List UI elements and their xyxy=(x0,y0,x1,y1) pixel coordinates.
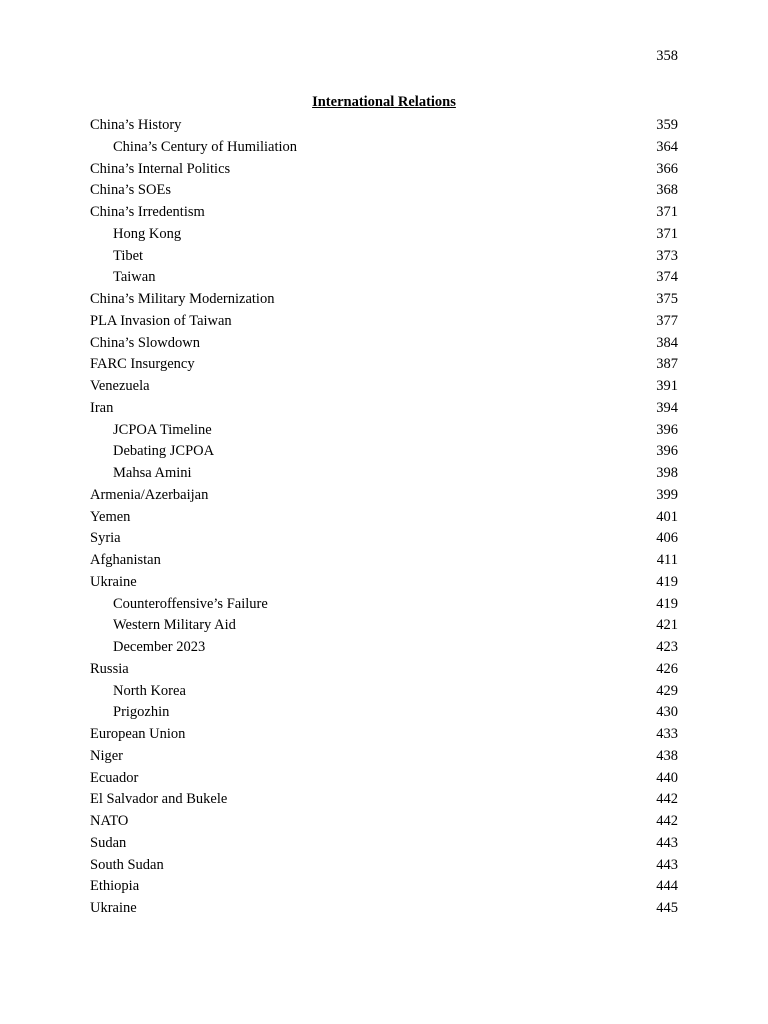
toc-entry xyxy=(90,615,678,637)
toc-entry-page: 374 xyxy=(656,269,678,286)
toc-entry-page: 430 xyxy=(656,704,678,721)
toc-entry-label: Afghanistan xyxy=(90,552,161,568)
toc-entry xyxy=(90,550,678,572)
toc-entry-page: 371 xyxy=(656,204,678,220)
toc-entry-page: 442 xyxy=(656,791,678,808)
toc-entry-label: Hong Kong xyxy=(113,225,182,242)
toc-entry-label: El Salvador and Bukele xyxy=(90,791,228,808)
toc-entry-page: 429 xyxy=(656,682,678,699)
toc-entry-label: Syria xyxy=(90,530,121,547)
toc-entry xyxy=(90,485,678,507)
toc-entry-label: Yemen xyxy=(90,508,131,525)
toc-entry-page: 364 xyxy=(656,138,678,155)
toc-entry xyxy=(90,507,678,529)
toc-entry-page: 368 xyxy=(656,182,678,199)
toc-entry-page: 444 xyxy=(656,878,678,895)
toc-entry xyxy=(90,354,678,376)
toc-entry xyxy=(90,159,678,181)
toc-entry-label: Iran xyxy=(90,399,114,416)
toc-entry xyxy=(90,246,678,268)
toc-entry-page: 443 xyxy=(656,856,678,873)
toc-entry-label: China’s Internal Politics xyxy=(90,160,231,177)
toc-entry-label: China’s SOEs xyxy=(90,182,171,199)
toc-entry-label: North Korea xyxy=(113,682,186,699)
toc-entry-label: China’s Century of Humiliation xyxy=(113,138,298,155)
toc-entry xyxy=(90,224,678,246)
table-of-contents xyxy=(90,115,678,920)
toc-entry-label: PLA Invasion of Taiwan xyxy=(90,312,232,329)
toc-entry-page: 419 xyxy=(656,595,678,612)
toc-entry xyxy=(90,115,678,137)
toc-entry-page: 419 xyxy=(656,573,678,590)
toc-entry-page: 423 xyxy=(656,639,678,655)
toc-entry xyxy=(90,833,678,855)
toc-entry-page: 366 xyxy=(656,160,678,177)
toc-entry-label: Debating JCPOA xyxy=(113,443,215,460)
toc-entry-label: December 2023 xyxy=(113,639,206,655)
toc-entry xyxy=(90,180,678,202)
toc-entry-page: 438 xyxy=(656,747,678,764)
toc-entry xyxy=(90,137,678,159)
toc-entry xyxy=(90,267,678,289)
toc-entry-page: 399 xyxy=(656,486,678,503)
toc-entry-page: 398 xyxy=(656,465,678,481)
toc-entry-page: 373 xyxy=(656,247,678,264)
toc-entry-label: Niger xyxy=(90,747,124,764)
toc-entry-label: Counteroffensive’s Failure xyxy=(113,595,268,612)
toc-entry-label: Armenia/Azerbaijan xyxy=(90,486,209,503)
toc-entry-label: South Sudan xyxy=(90,856,164,873)
toc-entry xyxy=(90,898,678,920)
toc-entry-page: 411 xyxy=(656,552,678,568)
toc-entry-page: 375 xyxy=(656,291,678,307)
toc-entry-page: 394 xyxy=(656,399,678,416)
toc-entry-page: 396 xyxy=(656,443,678,460)
toc-entry-label: Ukraine xyxy=(90,573,137,590)
section-title: International Relations xyxy=(312,94,456,110)
toc-entry-page: 377 xyxy=(656,312,678,329)
toc-entry xyxy=(90,333,678,355)
toc-entry-label: JCPOA Timeline xyxy=(113,421,212,438)
toc-entry xyxy=(90,659,678,681)
toc-entry-page: 421 xyxy=(656,617,678,634)
toc-entry xyxy=(90,398,678,420)
toc-entry xyxy=(90,876,678,898)
toc-entry-label: China’s Irredentism xyxy=(90,204,205,220)
toc-entry xyxy=(90,594,678,616)
toc-entry-label: Taiwan xyxy=(113,269,156,286)
toc-entry-label: Ethiopia xyxy=(90,878,140,895)
toc-entry xyxy=(90,528,678,550)
toc-entry-page: 384 xyxy=(656,334,678,351)
toc-entry-page: 371 xyxy=(656,225,678,242)
toc-entry-label: Sudan xyxy=(90,834,127,851)
toc-entry-label: Prigozhin xyxy=(113,704,170,721)
toc-entry xyxy=(90,463,678,485)
toc-entry xyxy=(90,811,678,833)
toc-entry-page: 426 xyxy=(656,660,678,677)
toc-entry-page: 445 xyxy=(656,900,678,916)
toc-entry xyxy=(90,572,678,594)
toc-entry xyxy=(90,311,678,333)
toc-entry-label: Russia xyxy=(90,660,129,677)
page-number: 358 xyxy=(656,48,678,64)
toc-entry-label: Ukraine xyxy=(90,900,137,916)
toc-entry xyxy=(90,768,678,790)
toc-entry-label: China’s Military Modernization xyxy=(90,291,275,307)
toc-entry xyxy=(90,789,678,811)
toc-entry-label: Ecuador xyxy=(90,769,139,786)
toc-entry-page: 401 xyxy=(656,508,678,525)
toc-entry xyxy=(90,289,678,311)
toc-entry-page: 391 xyxy=(656,378,678,394)
toc-entry xyxy=(90,746,678,768)
toc-entry-label: China’s Slowdown xyxy=(90,334,200,351)
toc-entry-page: 433 xyxy=(656,726,678,742)
toc-entry xyxy=(90,202,678,224)
toc-entry-label: Venezuela xyxy=(90,378,150,394)
toc-entry-label: Mahsa Amini xyxy=(113,465,192,481)
toc-entry-label: FARC Insurgency xyxy=(90,356,195,373)
toc-entry xyxy=(90,681,678,703)
toc-entry xyxy=(90,702,678,724)
toc-entry xyxy=(90,724,678,746)
toc-entry-page: 442 xyxy=(656,813,678,829)
toc-entry xyxy=(90,855,678,877)
toc-entry-label: Tibet xyxy=(113,247,144,264)
toc-entry xyxy=(90,637,678,659)
toc-entry xyxy=(90,441,678,463)
toc-entry-page: 387 xyxy=(656,356,678,373)
toc-entry-label: European Union xyxy=(90,726,186,742)
toc-entry-page: 359 xyxy=(656,117,678,133)
toc-entry-label: NATO xyxy=(90,813,129,829)
toc-entry-page: 443 xyxy=(656,834,678,851)
toc-entry-label: Western Military Aid xyxy=(113,617,236,634)
toc-entry-label: China’s History xyxy=(90,117,182,133)
toc-entry-page: 440 xyxy=(656,769,678,786)
toc-entry-page: 396 xyxy=(656,421,678,438)
toc-entry xyxy=(90,376,678,398)
toc-entry-page: 406 xyxy=(656,530,678,547)
toc-entry xyxy=(90,420,678,442)
